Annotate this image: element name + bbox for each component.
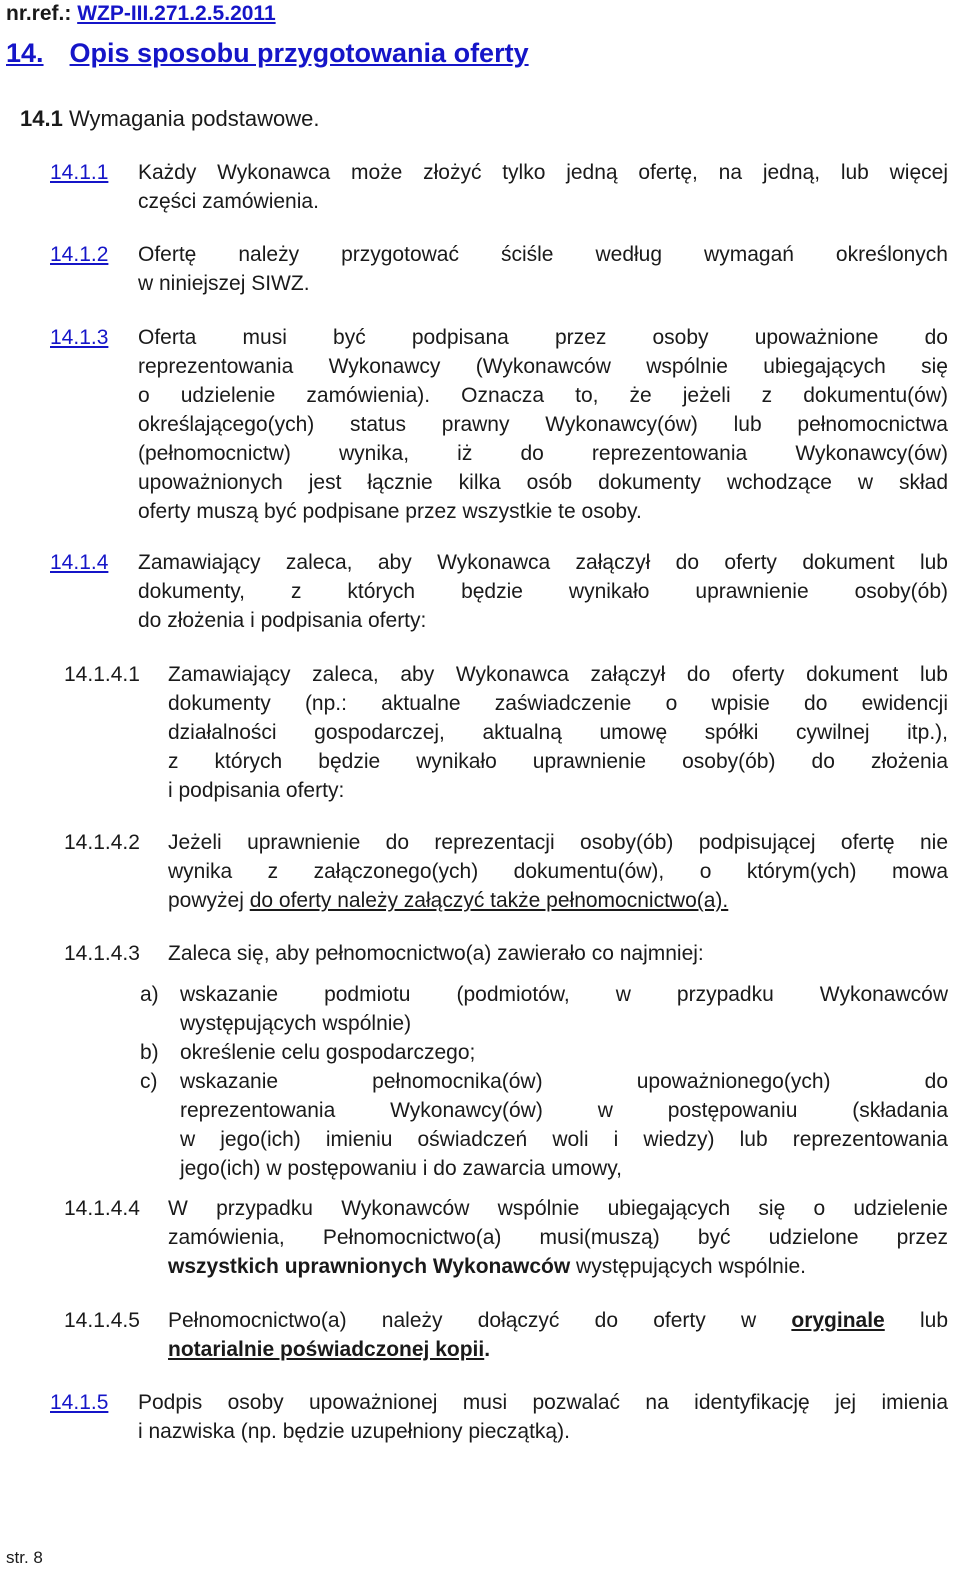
paragraph-line: Podpis osoby upoważnionej musi pozwalać na identyfikację jej imienia	[138, 1391, 948, 1414]
paragraph-number-link[interactable]: 14.1.3	[50, 326, 109, 349]
text-plain: występujących wspólnie.	[570, 1255, 806, 1278]
paragraph-line: (pełnomocnictw) wynika, iż do reprezentowania Wykonawcy(ów)	[138, 442, 948, 465]
paragraph-number-link[interactable]: 14.1.2	[50, 243, 109, 266]
list-item-label: b)	[140, 1041, 159, 1064]
list-item	[140, 1038, 948, 1067]
paragraph-line: działalności gospodarczej, aktualną umowę spółki cywilnej itp.),	[168, 721, 948, 744]
paragraph-line: o udzielenie zamówienia). Oznacza to, że jeżeli z dokumentu(ów)	[138, 384, 948, 407]
paragraph-line: wynika z załączonego(ych) dokumentu(ów), o którym(ych) mowa	[168, 860, 948, 883]
reference-link[interactable]: WZP-III.271.2.5.2011	[77, 2, 276, 25]
paragraph-line: oferty muszą być podpisane przez wszystkie te osoby.	[138, 500, 642, 523]
list-item-label: a)	[140, 983, 159, 1006]
list-item	[140, 980, 948, 1038]
paragraph-line: do złożenia i podpisania oferty:	[138, 609, 427, 632]
section-heading[interactable]	[6, 38, 529, 69]
text-bold-underlined: oryginale	[791, 1309, 885, 1332]
paragraph-line	[168, 1252, 948, 1281]
paragraph-number: 14.1.4.4	[64, 1197, 140, 1220]
list-item-line: występujących wspólnie)	[180, 1012, 412, 1035]
list-item-line: wskazanie podmiotu (podmiotów, w przypadku Wykonawców	[180, 983, 948, 1006]
paragraph-line: Zamawiający zaleca, aby Wykonawca załączył do oferty dokument lub	[168, 663, 948, 686]
paragraph-line: Zaleca się, aby pełnomocnictwo(a) zawierało co najmniej:	[168, 942, 704, 965]
text-plain: Pełnomocnictwo(a) należy dołączyć do oferty w	[168, 1309, 792, 1332]
paragraph-line	[168, 1335, 948, 1364]
text-bold: wszystkich uprawnionych Wykonawców	[168, 1255, 571, 1278]
paragraph-line: dokumenty, z których będzie wynikało uprawnienie osoby(ób)	[138, 580, 948, 603]
paragraph-line: w niniejszej SIWZ.	[138, 272, 310, 295]
paragraph-line: Oferta musi być podpisana przez osoby upoważnione do	[138, 326, 948, 349]
list-item-line: wskazanie pełnomocnika(ów) upoważnionego(ych) do	[180, 1070, 948, 1093]
requirements-list	[140, 980, 948, 1183]
paragraph-line: Zamawiający zaleca, aby Wykonawca załączył do oferty dokument lub	[138, 551, 948, 574]
paragraph-line: części zamówienia.	[138, 190, 319, 213]
paragraph-line	[168, 886, 948, 915]
paragraph-line: zamówienia, Pełnomocnictwo(a) musi(muszą) być udzielone przez	[168, 1226, 948, 1249]
paragraph-number: 14.1.4.2	[64, 831, 140, 854]
list-item-label: c)	[140, 1070, 158, 1093]
paragraph-line: z których będzie wynikało uprawnienie osoby(ób) do złożenia	[168, 750, 948, 773]
subsection-number: 14.1	[20, 106, 63, 131]
paragraph-line	[168, 1306, 948, 1335]
paragraph-line: W przypadku Wykonawców wspólnie ubiegających się o udzielenie	[168, 1197, 948, 1220]
paragraph-line: dokumenty (np.: aktualne zaświadczenie o wpisie do ewidencji	[168, 692, 948, 715]
text-bold-underlined: notarialnie poświadczonej kopii	[168, 1338, 485, 1361]
paragraph-line: i podpisania oferty:	[168, 779, 345, 802]
text-plain: powyżej	[168, 889, 250, 912]
paragraph-line: Ofertę należy przygotować ściśle według wymagań określonych	[138, 243, 948, 266]
reference-prefix: nr.ref.:	[6, 2, 78, 25]
list-item-line: w jego(ich) imieniu oświadczeń woli i wiedzy) lub reprezentowania	[180, 1128, 948, 1151]
paragraph-number: 14.1.4.5	[64, 1309, 140, 1332]
paragraph-number: 14.1.4.3	[64, 942, 140, 965]
text-plain: lub	[884, 1309, 948, 1332]
list-item-line: jego(ich) w postępowaniu i do zawarcia umowy,	[180, 1157, 622, 1180]
list-item	[140, 1067, 948, 1183]
paragraph-line: Jeżeli uprawnienie do reprezentacji osoby(ób) podpisującej ofertę nie	[168, 831, 948, 854]
subsection-heading	[20, 106, 319, 132]
paragraph-number-link[interactable]: 14.1.4	[50, 551, 109, 574]
page-number: str. 8	[6, 1548, 43, 1567]
text-underlined: do oferty należy załączyć także pełnomocnictwo(a).	[249, 889, 729, 912]
paragraph-number-link[interactable]: 14.1.5	[50, 1391, 109, 1414]
paragraph-number-link[interactable]: 14.1.1	[50, 161, 109, 184]
paragraph-number: 14.1.4.1	[64, 663, 140, 686]
paragraph-line: i nazwiska (np. będzie uzupełniony pieczątką).	[138, 1420, 570, 1443]
paragraph-line: Każdy Wykonawca może złożyć tylko jedną ofertę, na jedną, lub więcej	[138, 161, 948, 184]
paragraph-line: upoważnionych jest łącznie kilka osób dokumenty wchodzące w skład	[138, 471, 948, 494]
section-title: Opis sposobu przygotowania oferty	[69, 38, 529, 68]
section-number: 14.	[6, 38, 44, 68]
list-item-line: określenie celu gospodarczego;	[180, 1041, 476, 1064]
paragraph-line: określającego(ych) status prawny Wykonawcy(ów) lub pełnomocnictwa	[138, 413, 948, 436]
paragraph-line: reprezentowania Wykonawcy (Wykonawców wspólnie ubiegających się	[138, 355, 948, 378]
reference-number	[6, 2, 276, 26]
subsection-title: Wymagania podstawowe.	[68, 106, 320, 131]
list-item-line: reprezentowania Wykonawcy(ów) w postępowaniu (składania	[180, 1099, 948, 1122]
text-bold: .	[484, 1338, 491, 1361]
